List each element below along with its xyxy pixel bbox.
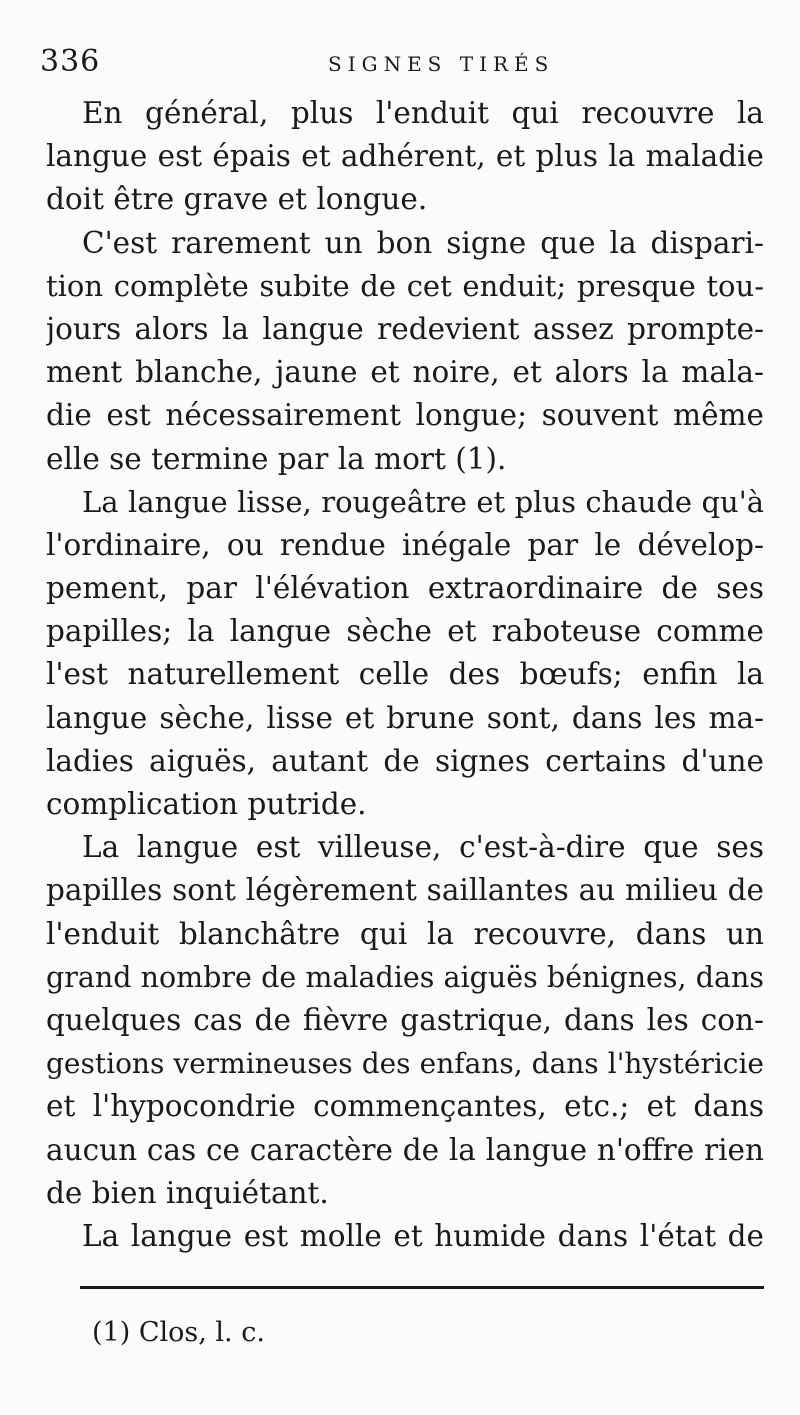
text-line: doit être grave et longue.	[46, 182, 428, 217]
footnote: (1) Clos, l. c.	[92, 1317, 265, 1348]
page-header	[40, 44, 770, 84]
body-text	[46, 92, 764, 1258]
text-line: La langue lisse, rougeâtre et plus chaude qu'à	[82, 484, 764, 519]
text-line: ment blanche, jaune et noire, et alors la mala-	[46, 355, 764, 390]
text-line: papilles sont légèrement saillantes au milieu de	[46, 873, 764, 908]
text-line: tion complète subite de cet enduit; presque tou-	[46, 268, 764, 303]
text-line: quelques cas de fièvre gastrique, dans les con-	[46, 1002, 764, 1037]
page-number: 336	[40, 44, 101, 79]
text-line: complication putride.	[46, 787, 367, 821]
text-line: aucun cas ce caractère de la langue n'offre rien	[46, 1132, 764, 1167]
text-line: l'enduit blanchâtre qui la recouvre, dans un	[46, 916, 764, 951]
text-line: En général, plus l'enduit qui recouvre la	[82, 96, 764, 130]
running-title: SIGNES TIRÉS	[328, 52, 555, 76]
footnote-separator	[80, 1286, 764, 1289]
text-line: l'est naturellement celle des bœufs; enfin la	[46, 657, 764, 692]
text-line: ladies aiguës, autant de signes certains d'une	[46, 743, 764, 778]
text-line: et l'hypocondrie commençantes, etc.; et dans	[46, 1089, 764, 1124]
text-line: pement, par l'élévation extraordinaire de ses	[46, 571, 764, 606]
text-line: C'est rarement un bon signe que la dispari-	[82, 225, 764, 260]
text-line: gestions vermineuses des enfans, dans l'hystéricie	[46, 1047, 764, 1081]
text-line: de bien inquiétant.	[46, 1175, 329, 1210]
text-line: La langue est villeuse, c'est-à-dire que ses	[82, 830, 764, 865]
text-line: elle se termine par la mort (1).	[46, 441, 507, 476]
text-line: langue est épais et adhérent, et plus la maladie	[46, 139, 764, 174]
text-line: La langue est molle et humide dans l'état de	[82, 1218, 764, 1253]
text-line: jours alors la langue redevient assez prompte-	[46, 311, 764, 346]
text-line: papilles; la langue sèche et raboteuse comme	[46, 614, 764, 649]
text-line: die est nécessairement longue; souvent même	[46, 398, 764, 433]
text-line: grand nombre de maladies aiguës bénignes, dans	[46, 960, 764, 994]
text-line: l'ordinaire, ou rendue inégale par le dévelop-	[46, 527, 764, 562]
text-line: langue sèche, lisse et brune sont, dans les ma-	[46, 700, 764, 735]
